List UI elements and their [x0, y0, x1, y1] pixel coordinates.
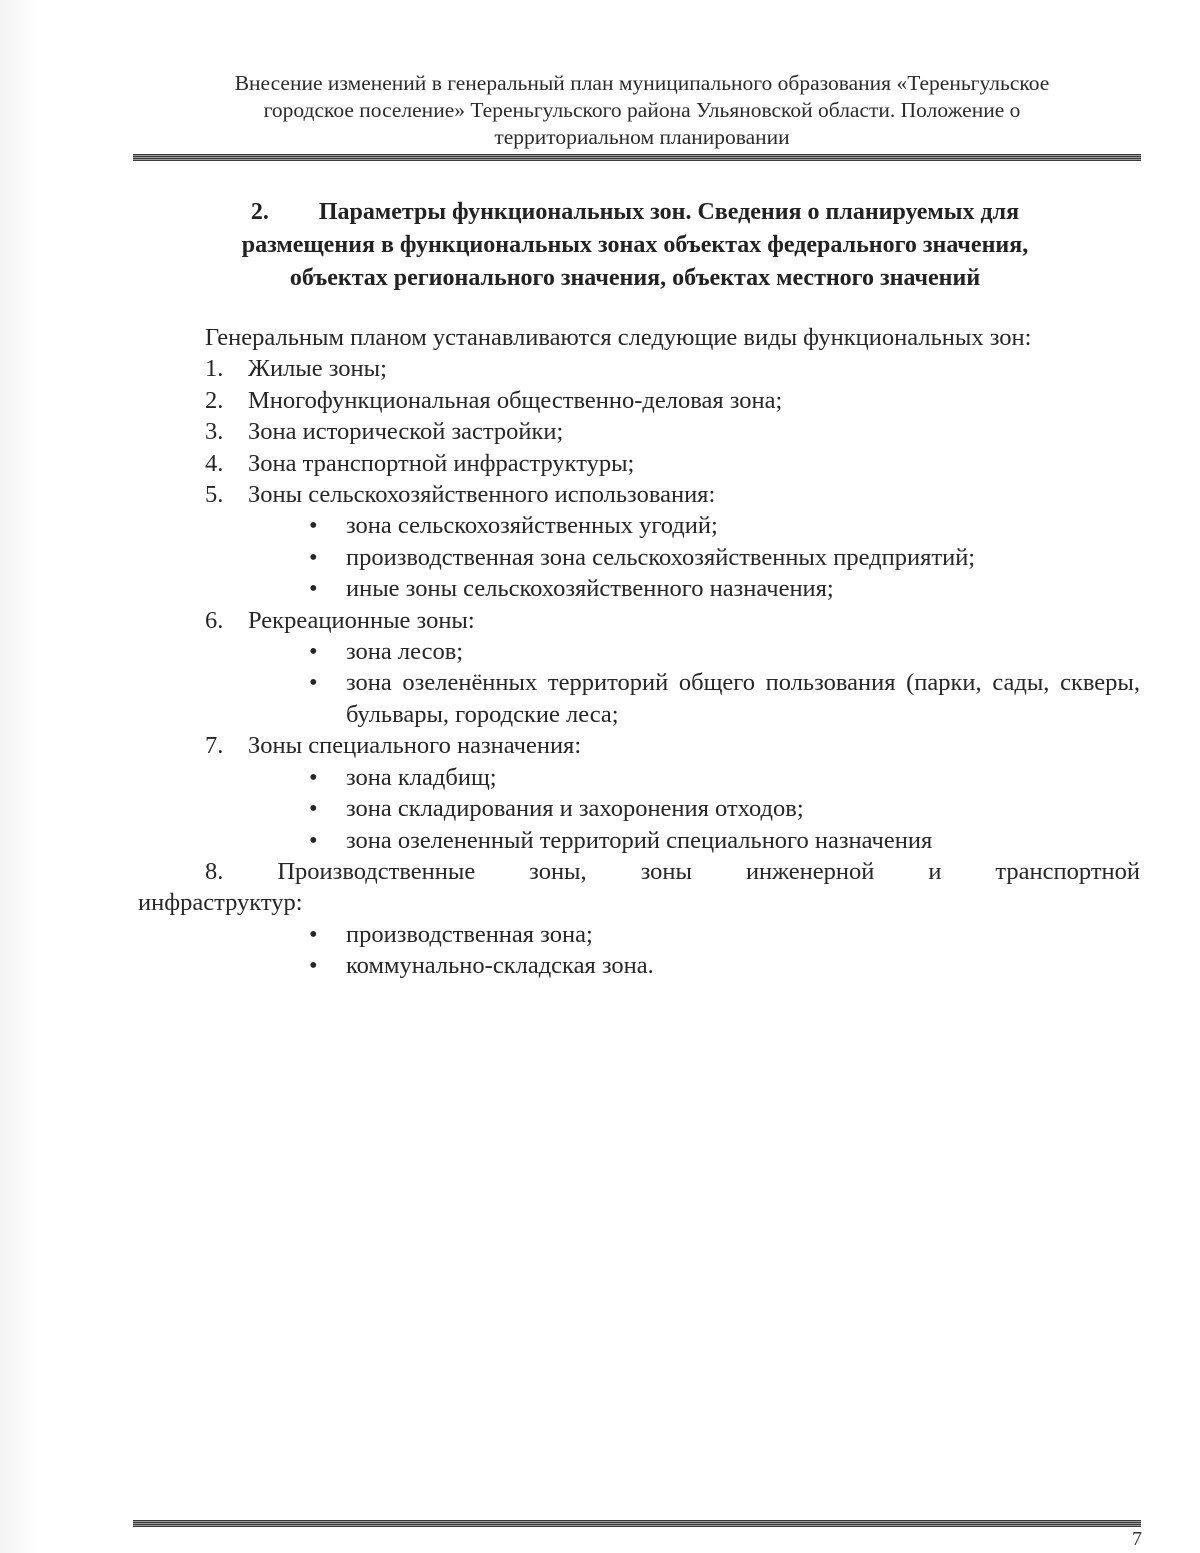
running-header [140, 70, 1144, 151]
bullet-list [138, 762, 1140, 856]
header-line-2: городское поселение» Тереньгульского района Ульяновской области. Положение о [263, 98, 1021, 122]
header-line-3: территориальном планировании [494, 125, 790, 149]
bullet-item [138, 667, 1140, 730]
section-title-line-3: объектах регионального значения, объектах местного значений [289, 265, 981, 291]
scan-edge-shadow [0, 0, 42, 1553]
bullet-text: зона лесов; [346, 638, 464, 666]
bullet-list [138, 510, 1140, 604]
bullet-dot-icon: • [309, 952, 318, 980]
bullet-item [138, 825, 1140, 856]
section-title-line-2: размещения в функциональных зонах объектах федерального значения, [241, 232, 1029, 258]
item-text: Зона исторической застройки; [248, 418, 564, 446]
bullet-dot-icon: • [309, 795, 318, 823]
page-number: 7 [1132, 1528, 1142, 1550]
item-number: 7. [205, 732, 224, 760]
bullet-list [138, 919, 1140, 982]
bullet-item [138, 762, 1140, 793]
bullet-dot-icon: • [309, 763, 318, 791]
bullet-dot-icon: • [309, 638, 318, 666]
bullet-text: зона сельскохозяйственных угодий; [346, 512, 718, 540]
item-text: Зоны сельскохозяйственного использования: [248, 481, 716, 509]
item-text: Зона транспортной инфраструктуры; [248, 449, 635, 477]
list-item [138, 730, 1140, 761]
list-item [138, 385, 1140, 416]
bullet-item [138, 950, 1140, 981]
bullet-list [138, 636, 1140, 730]
list-item [138, 416, 1140, 447]
bullet-text: производственная зона сельскохозяйственных предприятий; [346, 543, 976, 571]
section-title-line-1: Параметры функциональных зон. Сведения о планируемых для [318, 199, 1020, 225]
body-text [138, 322, 1140, 982]
list-item [138, 448, 1140, 479]
bullet-item [138, 919, 1140, 950]
bullet-dot-icon: • [309, 826, 318, 854]
list-item [138, 353, 1140, 384]
item-text: Производственные зоны, зоны инженерной и транспортной [277, 857, 1141, 885]
bullet-text: зона озеленённых территорий общего пользования (парки, сады, скверы, бульвары, городские леса; [346, 669, 1140, 728]
bullet-text: зона складирования и захоронения отходов; [346, 795, 804, 823]
bullet-text: коммунально-складская зона. [346, 952, 654, 980]
bullet-item [138, 636, 1140, 667]
bullet-text: зона озелененный территорий специального назначения [346, 826, 933, 854]
bullet-dot-icon: • [309, 920, 318, 948]
header-rule [133, 154, 1141, 161]
bullet-dot-icon: • [309, 575, 318, 603]
list-item [138, 856, 1140, 887]
item-number: 2. [205, 386, 224, 414]
item-text: Многофункциональная общественно-деловая зона; [248, 386, 783, 414]
bullet-item [138, 573, 1140, 604]
item-number: 6. [205, 606, 224, 634]
item-number: 8. [205, 857, 224, 885]
list-item [138, 605, 1140, 636]
item-number: 5. [205, 481, 224, 509]
item-continuation: инфраструктур: [138, 889, 303, 917]
section-heading [150, 196, 1120, 295]
header-line-1: Внесение изменений в генеральный план муниципального образования «Тереньгульское [234, 71, 1050, 95]
bullet-dot-icon: • [309, 669, 318, 697]
item-number: 1. [205, 355, 224, 383]
bullet-item [138, 793, 1140, 824]
item-text: Зоны специального назначения: [248, 732, 582, 760]
intro-paragraph: Генеральным планом устанавливаются следующие виды функциональных зон: [205, 324, 1032, 351]
bullet-text: зона кладбищ; [346, 763, 497, 791]
bullet-text: производственная зона; [346, 920, 593, 948]
item-text: Жилые зоны; [248, 355, 387, 383]
item-text: Рекреационные зоны: [248, 606, 475, 634]
bullet-item [138, 510, 1140, 541]
bullet-dot-icon: • [309, 512, 318, 540]
bullet-dot-icon: • [309, 543, 318, 571]
item-number: 3. [205, 418, 224, 446]
footer-rule [133, 1520, 1141, 1527]
bullet-text: иные зоны сельскохозяйственного назначения; [346, 575, 834, 603]
item-number: 4. [205, 449, 224, 477]
section-number: 2. [250, 199, 269, 225]
list-item [138, 479, 1140, 510]
bullet-item [138, 542, 1140, 573]
